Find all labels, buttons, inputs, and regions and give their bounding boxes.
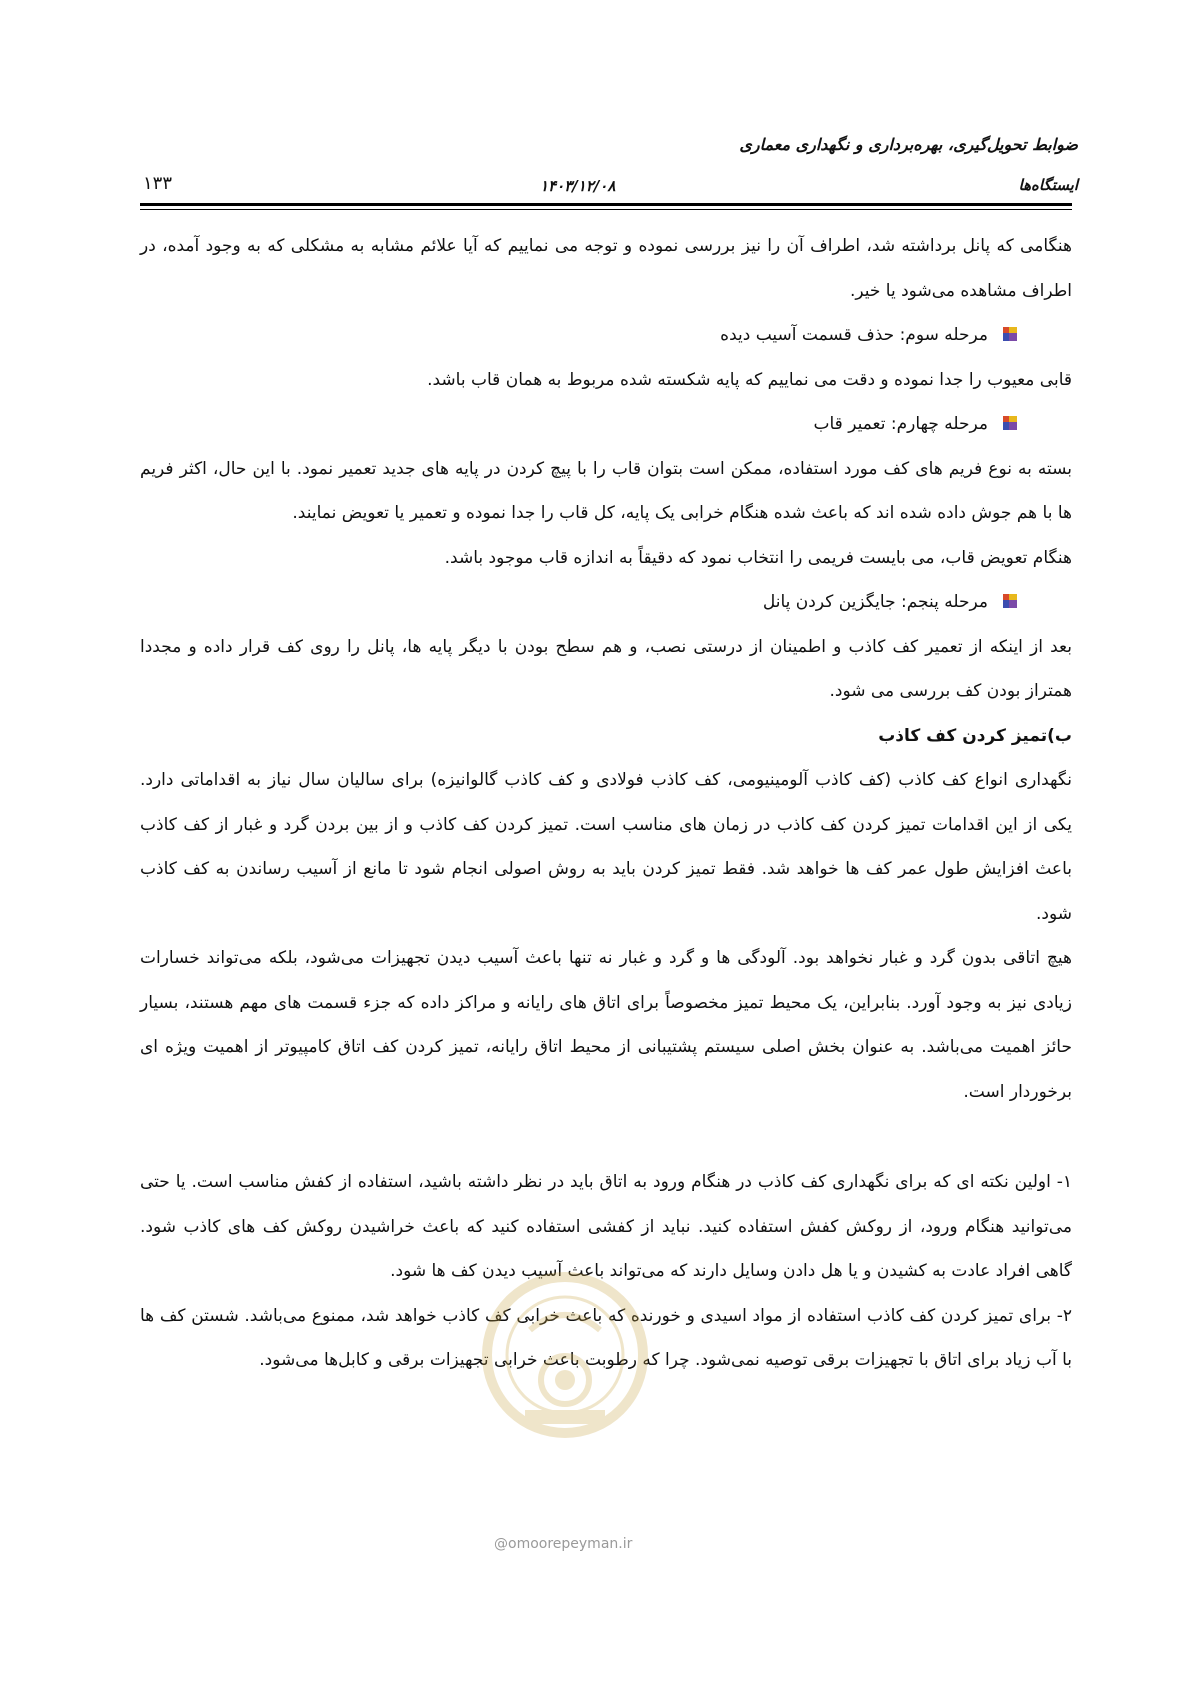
paragraph: هیچ اتاقی بدون گرد و غبار نخواهد بود. آلودگی ها و گرد و غبار نه تنها باعث آسیب دیدن تجهیزات می‌شود، بلکه می‌تواند خسارات زیادی نیز به وجود آورد. بنابراین، یک محیط تمیز مخصوصاً برای اتاق های رایانه و مراکز داده که جزء قسمت های مهم هستند، بسیار حائز اهمیت می‌باشد. به عنوان بخش اصلی سیستم پشتیبانی از محیط اتاق رایانه، تمیز کردن کف اتاق کامپیوتر از اهمیت ویژه ای برخوردار است. xyxy=(140,948,1072,1102)
bullet-icon xyxy=(1002,326,1018,342)
bullet-item xyxy=(140,402,1072,447)
paragraph: بعد از اینکه از تعمیر کف کاذب و اطمینان از درستی نصب، و هم سطح بودن با دیگر پایه ها، پانل را روی کف قرار داده و مجددا همتراز بودن کف بررسی می شود. xyxy=(140,636,1072,701)
bullet-label: مرحله پنجم: جایگزین کردن پانل xyxy=(762,592,988,612)
page-number: ۱۳۳ xyxy=(143,173,173,194)
header-date: ۱۴۰۳/۱۲/۰۸ xyxy=(540,177,616,195)
paragraph: قابی معیوب را جدا نموده و دقت می نماییم که پایه شکسته شده مربوط به همان قاب باشد. xyxy=(427,369,1072,390)
paragraph: هنگام تعویض قاب، می بایست فریمی را انتخاب نمود که دقیقاً به اندازه قاب موجود باشد. xyxy=(444,547,1072,568)
watermark-logo xyxy=(470,1260,660,1460)
paragraph: بسته به نوع فریم های کف مورد استفاده، ممکن است بتوان قاب را با پیچ کردن در پایه های جدید تعمیر نمود. با این حال، اکثر فریم ها با هم جوش داده شده اند که باعث شده هنگام خرابی یک پایه، کل قاب را جدا نموده و تعمیر یا تعویض نمایند. xyxy=(140,458,1072,523)
bullet-icon xyxy=(1002,415,1018,431)
header-rule-thin xyxy=(140,209,1072,210)
watermark-url: @omoorepeyman.ir xyxy=(494,1536,633,1552)
header-title: ضوابط تحویل‌گیری، بهره‌برداری و نگهداری معماری xyxy=(739,135,1078,154)
paragraph: ۲- برای تمیز کردن کف کاذب استفاده از مواد اسیدی و خورنده که باعث خرابی کف کاذب خواهد شد، ممنوع می‌باشد. شستن کف ها با آب زیاد برای اتاق با تجهیزات برقی توصیه نمی‌شود. چرا که رطوبت باعث خرابی تجهیزات برقی و کابل‌ها می‌شود. xyxy=(140,1305,1072,1370)
paragraph: نگهداری انواع کف کاذب (کف کاذب آلومینیومی، کف کاذب فولادی و کف کاذب گالوانیزه) برای سالیان سال نیاز به اقداماتی دارد. یکی از این اقدامات تمیز کردن کف کاذب در زمان های مناسب است. تمیز کردن کف کاذب و از بین بردن گرد و غبار از کف کاذب باعث افزایش طول عمر کف ها خواهد شد. فقط تمیز کردن باید به روش اصولی انجام شود تا مانع از آسیب رساندن به کف کاذب شود. xyxy=(140,770,1072,924)
header-section: ایستگاه‌ها xyxy=(1018,176,1078,194)
header-rule-thick xyxy=(140,203,1072,206)
bullet-item xyxy=(140,580,1072,625)
document-body xyxy=(140,224,1072,1383)
paragraph: ۱- اولین نکته ای که برای نگهداری کف کاذب در هنگام ورود به اتاق باید در نظر داشته باشید، استفاده از کفش مناسب است. یا حتی می‌توانید هنگام ورود، از روکش کفش استفاده کنید. نباید از کفشی استفاده کنید که باعث خراشیدن روکش کف های کاذب شود. گاهی افراد عادت به کشیدن و یا هل دادن وسایل دارند که می‌تواند باعث آسیب دیدن کف ها شود. xyxy=(140,1172,1072,1281)
bullet-icon xyxy=(1002,593,1018,609)
bullet-label: مرحله چهارم: تعمیر قاب xyxy=(813,414,988,434)
bullet-label: مرحله سوم: حذف قسمت آسیب دیده xyxy=(720,325,988,345)
bullet-item xyxy=(140,313,1072,358)
section-heading: ب)تمیز کردن کف کاذب xyxy=(878,725,1072,746)
paragraph: هنگامی که پانل برداشته شد، اطراف آن را نیز بررسی نموده و توجه می نماییم که آیا علائم مشابه به مشکلی که به وجود آمده، در اطراف مشاهده می‌شود یا خیر. xyxy=(140,236,1072,301)
